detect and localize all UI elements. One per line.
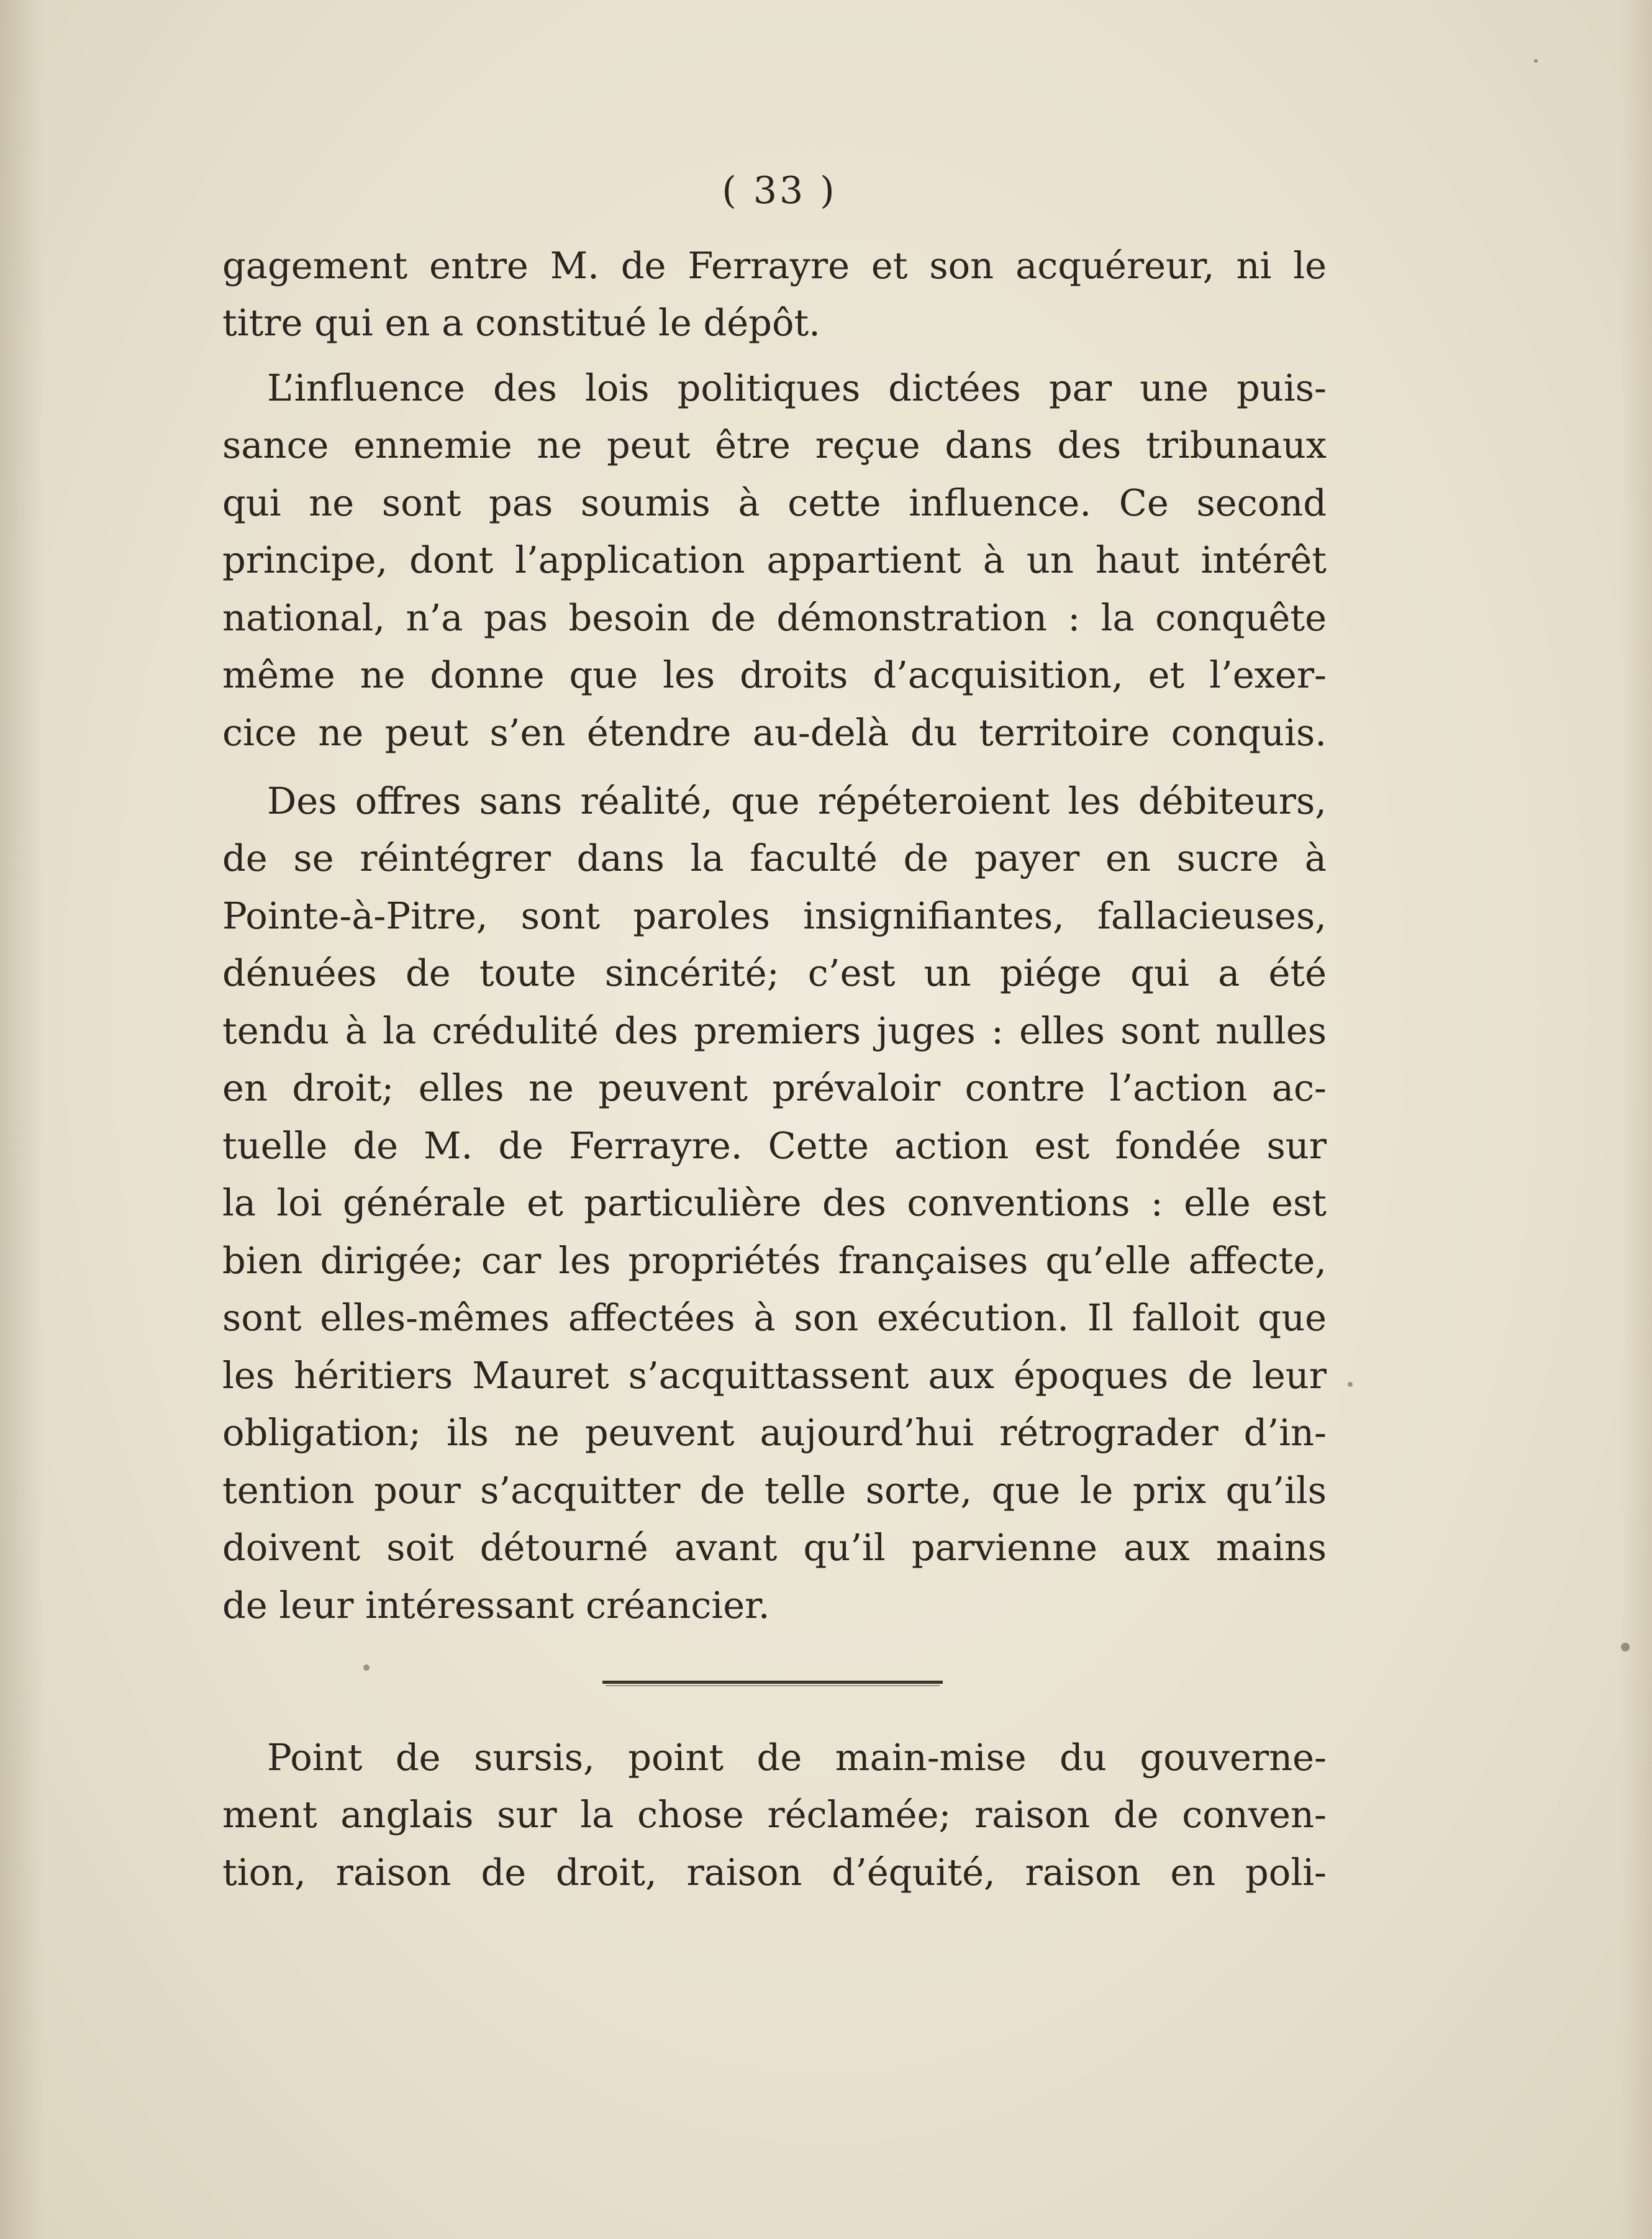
text-line: titre qui en a constitué le dépôt. bbox=[222, 301, 820, 344]
text-line: L’influence des lois politiques dictées par une puis- bbox=[267, 366, 1327, 409]
text-line: de se réintégrer dans la faculté de payer en sucre à bbox=[222, 837, 1327, 879]
text-line: doivent soit détourné avant qu’il parvienne aux mains bbox=[222, 1526, 1327, 1569]
text-line: Des offres sans réalité, que répéteroient les débiteurs, bbox=[267, 779, 1327, 822]
section-divider-shadow bbox=[606, 1685, 940, 1686]
text-line: dénuées de toute sincérité; c’est un piége qui a été bbox=[222, 951, 1327, 994]
text-line: la loi générale et particulière des conventions : elle est bbox=[222, 1181, 1327, 1224]
page-gutter-shadow bbox=[0, 0, 43, 2239]
text-line: sont elles-mêmes affectées à son exécution. Il falloit que bbox=[222, 1296, 1327, 1339]
page-edge-shadow bbox=[1621, 0, 1652, 2239]
section-divider bbox=[602, 1681, 943, 1684]
text-line: gagement entre M. de Ferrayre et son acquéreur, ni le bbox=[222, 244, 1327, 287]
page-number: ( 33 ) bbox=[722, 169, 837, 212]
text-line: sance ennemie ne peut être reçue dans des tribunaux bbox=[222, 424, 1327, 466]
text-line: tion, raison de droit, raison d’équité, raison en poli- bbox=[222, 1851, 1327, 1894]
text-line: de leur intéressant créancier. bbox=[222, 1584, 770, 1627]
text-line: cice ne peut s’en étendre au-delà du territoire conquis. bbox=[222, 711, 1327, 754]
text-line: principe, dont l’application appartient à un haut intérêt bbox=[222, 538, 1327, 581]
text-line: ment anglais sur la chose réclamée; raison de conven- bbox=[222, 1793, 1327, 1836]
text-line: tendu à la crédulité des premiers juges : elles sont nulles bbox=[222, 1009, 1327, 1052]
text-line: même ne donne que les droits d’acquisition, et l’exer- bbox=[222, 653, 1327, 696]
text-line: obligation; ils ne peuvent aujourd’hui rétrograder d’in- bbox=[222, 1411, 1327, 1454]
text-line: les héritiers Mauret s’acquittassent aux époques de leur bbox=[222, 1354, 1327, 1397]
text-line: en droit; elles ne peuvent prévaloir contre l’action ac- bbox=[222, 1066, 1327, 1109]
text-line: bien dirigée; car les propriétés françaises qu’elle affecte, bbox=[222, 1239, 1327, 1282]
paper-speck bbox=[363, 1664, 370, 1671]
paper-speck bbox=[1534, 59, 1538, 63]
text-line: Point de sursis, point de main-mise du gouverne- bbox=[267, 1736, 1327, 1779]
text-line: Pointe-à-Pitre, sont paroles insignifiantes, fallacieuses, bbox=[222, 894, 1327, 937]
text-line: tention pour s’acquitter de telle sorte, que le prix qu’ils bbox=[222, 1469, 1327, 1512]
paper-speck bbox=[1621, 1643, 1630, 1651]
text-line: tuelle de M. de Ferrayre. Cette action est fondée sur bbox=[222, 1124, 1327, 1167]
paper-speck bbox=[1348, 1382, 1353, 1387]
text-line: national, n’a pas besoin de démonstration : la conquête bbox=[222, 596, 1327, 639]
text-line: qui ne sont pas soumis à cette influence. Ce second bbox=[222, 481, 1327, 524]
